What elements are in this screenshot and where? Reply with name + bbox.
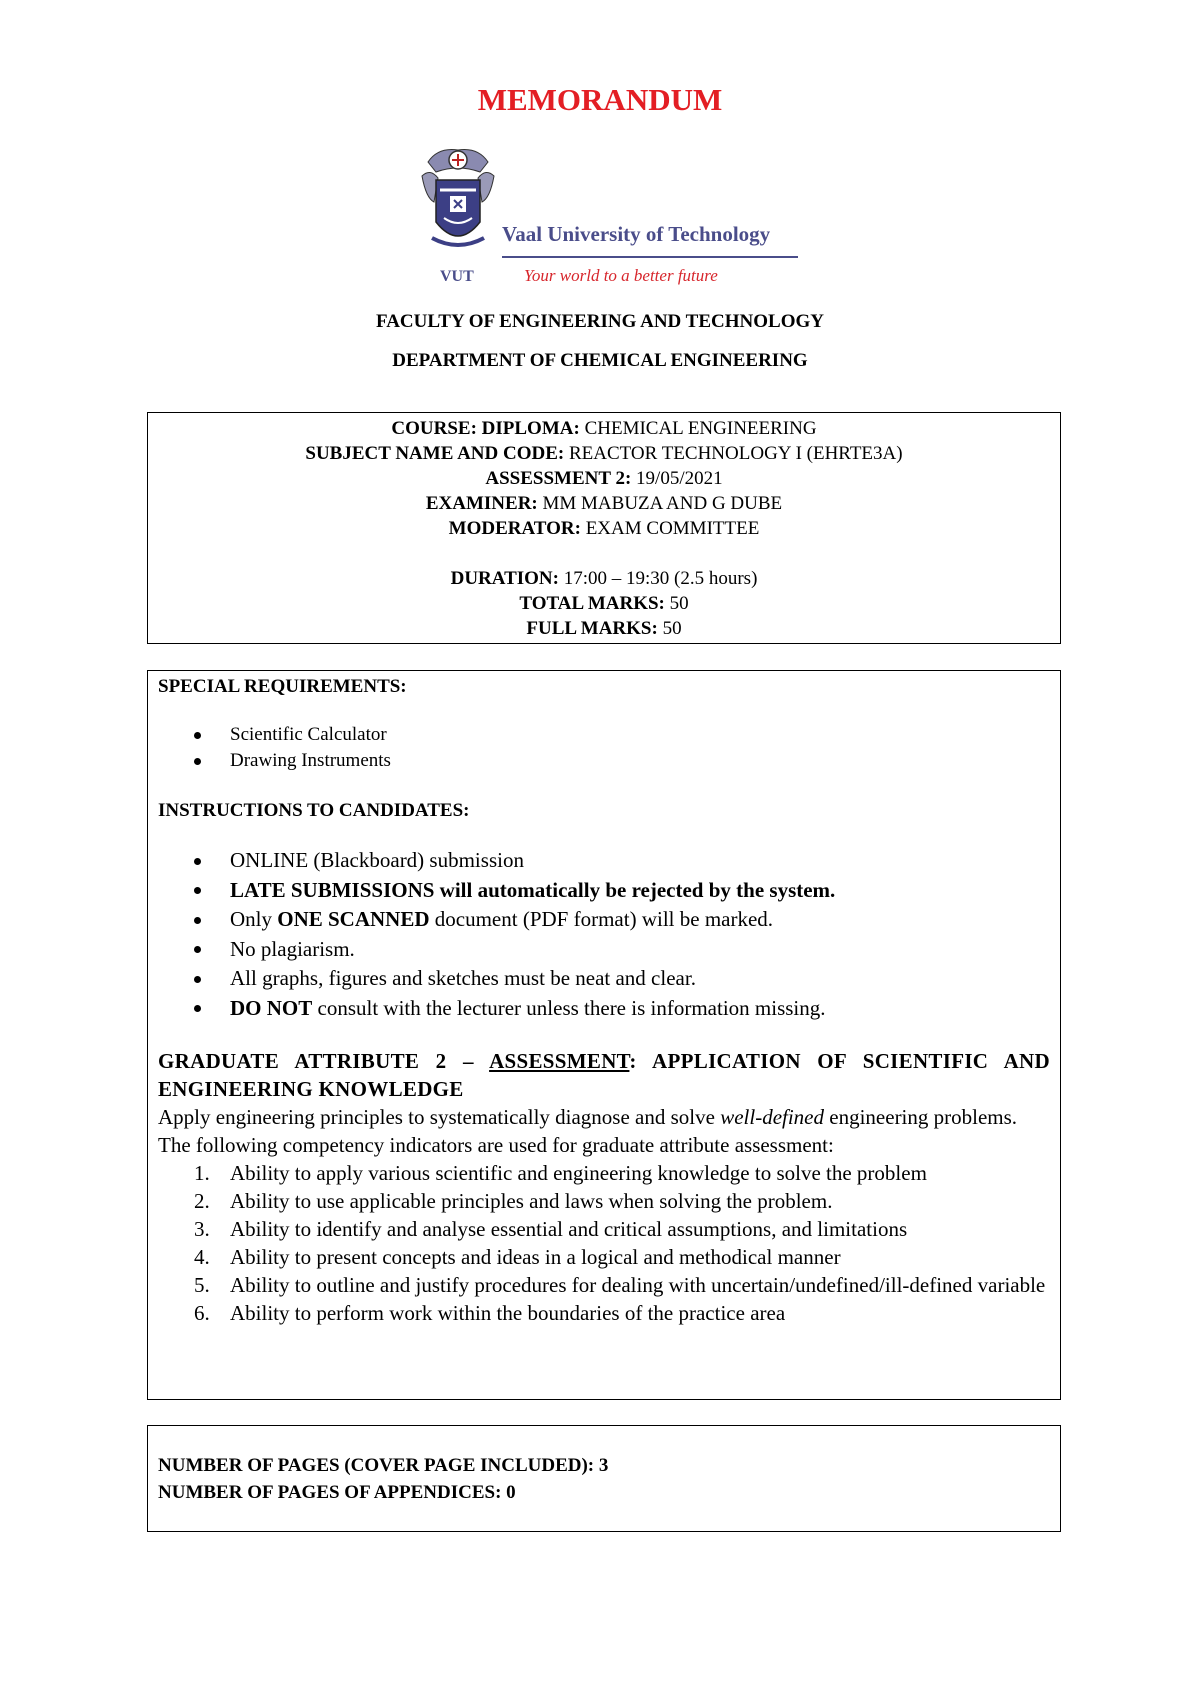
number-of-appendices: NUMBER OF PAGES OF APPENDICES: 0 (158, 1482, 516, 1503)
competency-intro: The following competency indicators are used for graduate attribute assessment: (158, 1133, 834, 1157)
list-text: Ability to perform work within the boundaries of the practice area (230, 1301, 786, 1325)
full-marks-label: FULL MARKS: (526, 618, 658, 639)
university-tagline: Your world to a better future (524, 266, 718, 285)
logo-divider (502, 256, 798, 258)
instructions-box (147, 670, 1061, 1400)
ga-desc-italic: well-defined (720, 1105, 825, 1129)
list-text: Ability to outline and justify procedures for dealing with uncertain/undefined/ill-defined variable (230, 1273, 1046, 1297)
list-item (158, 1215, 1050, 1243)
assessment-line (148, 466, 1060, 491)
subject-value: REACTOR TECHNOLOGY I (EHRTE3A) (564, 443, 903, 464)
requirements-title: SPECIAL REQUIREMENTS: (158, 676, 407, 697)
list-item: No plagiarism. (158, 935, 1050, 965)
list-item: Drawing Instruments (158, 748, 1050, 774)
ga-desc-post: engineering problems. (824, 1105, 1018, 1129)
item3-bold: ONE SCANNED (277, 907, 430, 931)
list-item (158, 1243, 1050, 1271)
duration-value: 17:00 – 19:30 (2.5 hours) (558, 568, 758, 589)
examiner-value: MM MABUZA AND G DUBE (537, 493, 783, 514)
course-info-box (147, 412, 1061, 644)
subject-line (148, 441, 1060, 466)
list-item (158, 905, 1050, 935)
total-marks-line (148, 591, 1060, 616)
duration-line (148, 566, 1060, 591)
university-logo (418, 142, 798, 298)
total-marks-value: 50 (664, 593, 689, 614)
memo-title: MEMORANDUM (477, 82, 723, 117)
list-item: LATE SUBMISSIONS will automatically be rejected by the system. (158, 876, 1050, 906)
list-number: 6. (194, 1301, 210, 1325)
examiner-line (148, 491, 1060, 516)
university-name: Vaal University of Technology (502, 222, 771, 246)
number-of-pages: NUMBER OF PAGES (COVER PAGE INCLUDED): 3 (158, 1455, 609, 1476)
graduate-attribute-description (158, 1103, 1050, 1131)
full-marks-line (148, 616, 1060, 641)
list-item (158, 1159, 1050, 1187)
list-item: Scientific Calculator (158, 722, 1050, 748)
list-number: 5. (194, 1273, 210, 1297)
full-marks-value: 50 (657, 618, 682, 639)
list-item: All graphs, figures and sketches must be neat and clear. (158, 964, 1050, 994)
list-text: Ability to present concepts and ideas in a logical and methodical manner (230, 1245, 841, 1269)
subject-label: SUBJECT NAME AND CODE: (305, 443, 565, 464)
department-heading: DEPARTMENT OF CHEMICAL ENGINEERING (392, 350, 808, 371)
instructions-list (158, 846, 1050, 1023)
item3-post: document (PDF format) will be marked. (429, 907, 774, 931)
list-item (158, 994, 1050, 1024)
assessment-label: ASSESSMENT 2: (485, 468, 632, 489)
list-item (158, 1187, 1050, 1215)
duration-label: DURATION: (450, 568, 559, 589)
university-crest-icon (418, 142, 498, 270)
list-number: 4. (194, 1245, 210, 1269)
item6-bold: DO NOT (230, 995, 313, 1020)
list-item: ONLINE (Blackboard) submission (158, 846, 1050, 876)
requirements-list (158, 722, 1050, 774)
list-item (158, 1271, 1050, 1299)
item6-post: consult with the lecturer unless there is information missing. (312, 995, 826, 1020)
instructions-title: INSTRUCTIONS TO CANDIDATES: (158, 800, 470, 821)
course-value: CHEMICAL ENGINEERING (579, 418, 817, 439)
moderator-label: MODERATOR: (448, 518, 581, 539)
course-label: COURSE: DIPLOMA: (391, 418, 580, 439)
list-text: Ability to use applicable principles and laws when solving the problem. (230, 1189, 833, 1213)
assessment-value: 19/05/2021 (631, 468, 723, 489)
list-text: Ability to apply various scientific and engineering knowledge to solve the problem (230, 1161, 927, 1185)
ga-title-underlined: ASSESSMENT (489, 1049, 630, 1073)
ga-title-post: : APPLICATION OF SCIENTIFIC AND ENGINEERING KNOWLEDGE (158, 1049, 1050, 1101)
list-item (158, 1299, 1050, 1327)
list-number: 2. (194, 1189, 210, 1213)
list-text: Ability to identify and analyse essential and critical assumptions, and limitations (230, 1217, 908, 1241)
ga-desc-pre: Apply engineering principles to systematically diagnose and solve (158, 1105, 721, 1129)
competency-list (158, 1159, 1050, 1327)
moderator-line (148, 516, 1060, 541)
list-number: 1. (194, 1161, 210, 1185)
faculty-heading: FACULTY OF ENGINEERING AND TECHNOLOGY (376, 311, 824, 332)
total-marks-label: TOTAL MARKS: (519, 593, 665, 614)
university-abbrev: VUT (440, 268, 474, 285)
ga-title-pre: GRADUATE ATTRIBUTE 2 – (158, 1049, 490, 1073)
examiner-label: EXAMINER: (425, 493, 538, 514)
item3-pre: Only (230, 907, 278, 931)
list-number: 3. (194, 1217, 210, 1241)
graduate-attribute-title (158, 1047, 1050, 1103)
moderator-value: EXAM COMMITTEE (580, 518, 760, 539)
course-line (148, 416, 1060, 441)
page-count-box (147, 1425, 1061, 1532)
